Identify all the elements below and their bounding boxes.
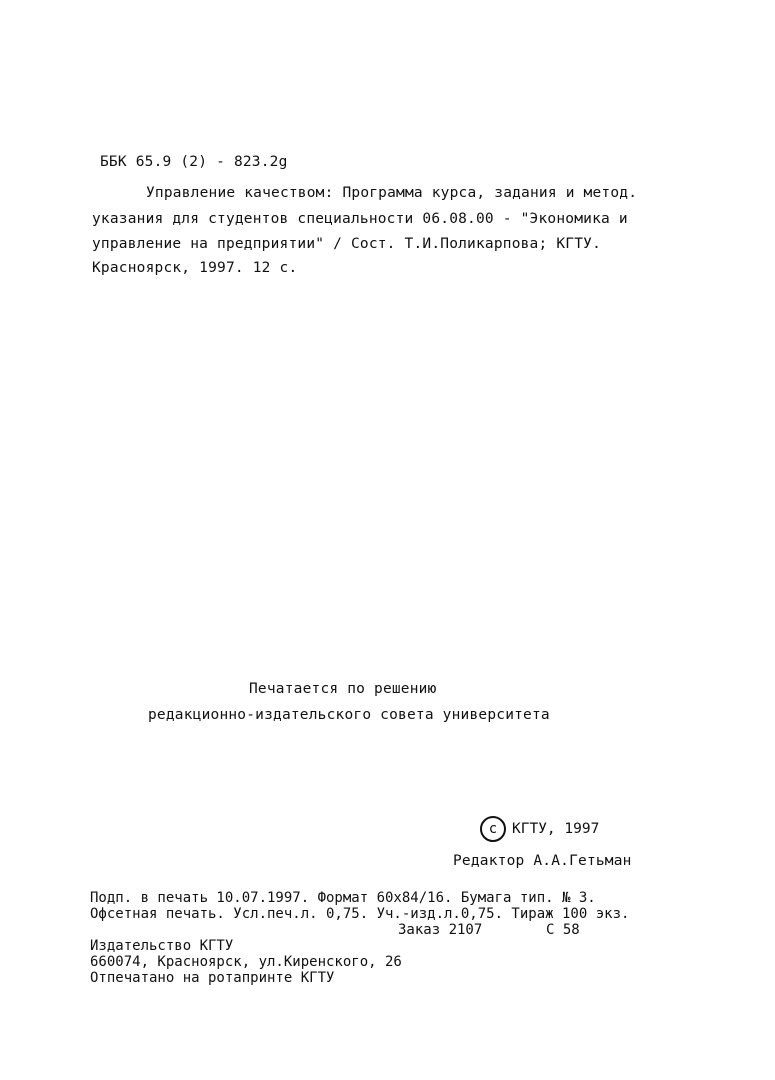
imprint-line-1: Подп. в печать 10.07.1997. Формат 60x84/16. Бумага тип. № 3. <box>90 890 596 906</box>
imprint-line-2: Офсетная печать. Усл.печ.л. 0,75. Уч.-изд.л.0,75. Тираж 100 экз. <box>90 906 630 922</box>
annotation-line-4: Красноярск, 1997. 12 с. <box>92 260 298 276</box>
printed-by-line-1: Печатается по решению <box>249 681 437 697</box>
copyright-icon: c <box>480 816 506 842</box>
annotation-line-3: управление на предприятии" / Сост. Т.И.Поликарпова; КГТУ. <box>92 236 601 252</box>
annotation-line-1: Управление качеством: Программа курса, задания и метод. <box>146 185 638 201</box>
imprint-order: Заказ 2107 <box>398 922 483 938</box>
imprint-publisher: Издательство КГТУ <box>90 938 234 954</box>
imprint-order-code: С 58 <box>546 922 580 938</box>
imprint-printed-at: Отпечатано на ротапринте КГТУ <box>90 970 335 986</box>
copyright-text: КГТУ, 1997 <box>512 821 600 837</box>
bbk-classification: ББК 65.9 (2) - 823.2g <box>100 154 288 170</box>
annotation-line-2: указания для студентов специальности 06.08.00 - "Экономика и <box>92 211 628 227</box>
imprint-address: 660074, Красноярск, ул.Киренского, 26 <box>90 954 402 970</box>
printed-by-line-2: редакционно-издательского совета университета <box>148 707 550 723</box>
editor-credit: Редактор А.А.Гетьман <box>453 853 632 869</box>
copyright-notice <box>480 816 599 842</box>
